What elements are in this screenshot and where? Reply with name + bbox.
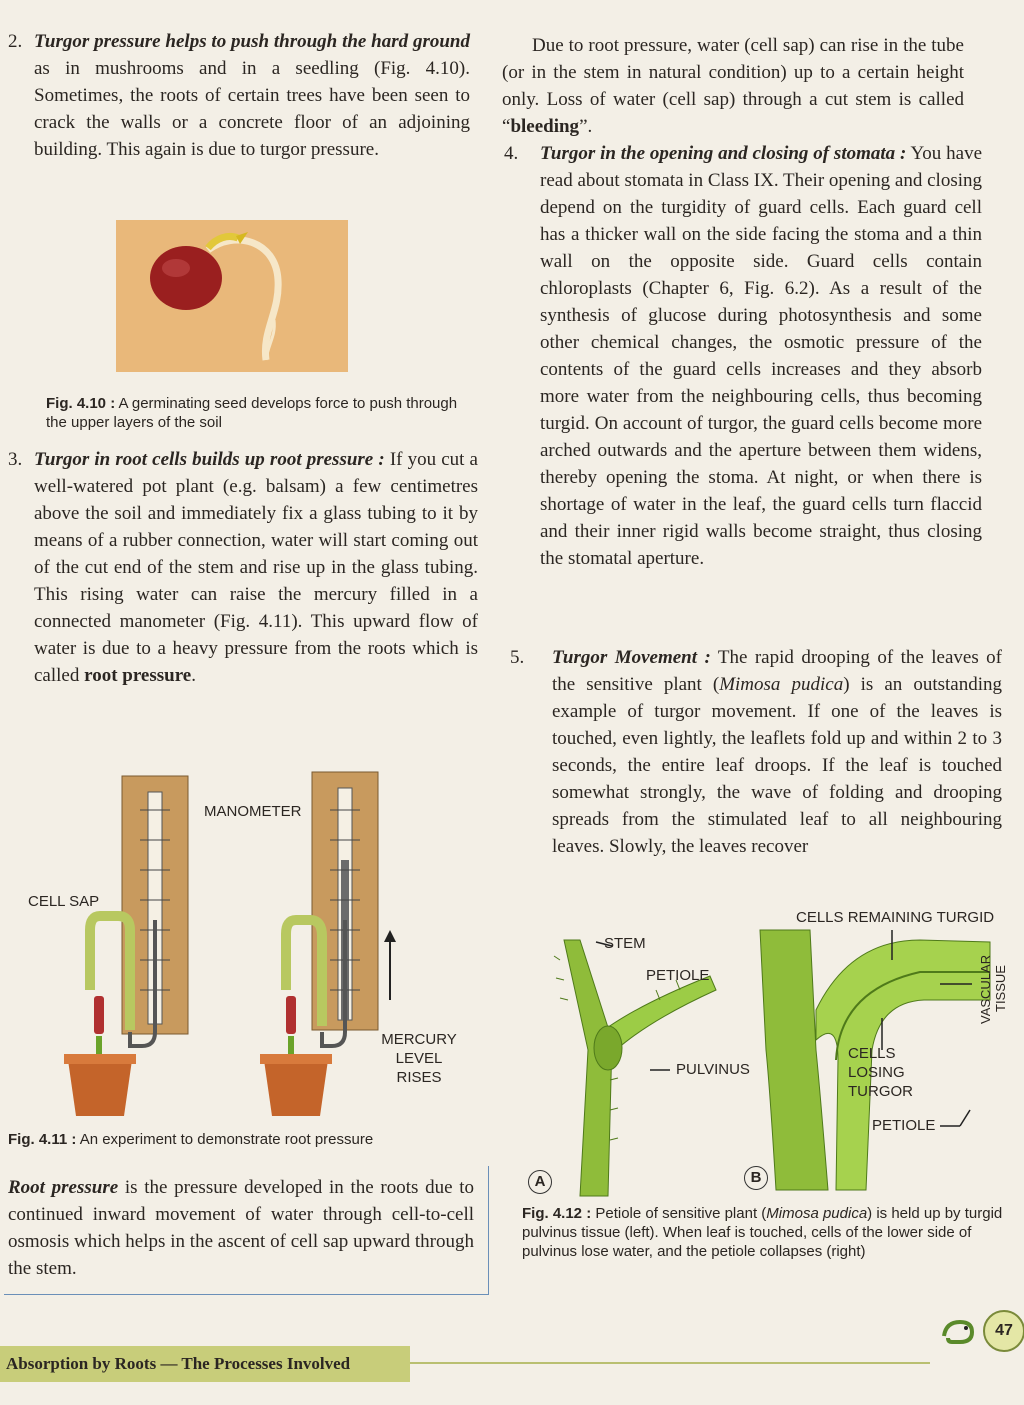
caption-label: Fig. 4.12 : [522, 1205, 592, 1222]
box-term: Root pressure [8, 1177, 119, 1198]
page-number: 47 [983, 1310, 1024, 1352]
intro-end: ”. [579, 116, 593, 137]
label-petiole-a: PETIOLE [646, 967, 710, 984]
caption-a: Petiole of sensitive plant ( [591, 1205, 767, 1222]
label-manometer: MANOMETER [204, 803, 302, 820]
item-heading: Turgor in the opening and closing of stomata : [540, 143, 907, 164]
label-mercury-level: MERCURY LEVEL RISES [381, 1031, 457, 1086]
item-end: . [191, 665, 196, 686]
root-pressure-term: root pressure [84, 665, 192, 686]
marker-b: B [744, 1166, 768, 1190]
item-heading: Turgor in root cells builds up root pressure : [34, 449, 385, 470]
label-cells-losing-turgor: CELLS LOSING TURGOR [848, 1045, 913, 1100]
chapter-footer: Absorption by Roots — The Processes Involved [0, 1346, 410, 1382]
caption-label: Fig. 4.11 : [8, 1131, 77, 1148]
item-text: as in mushrooms and in a seedling (Fig. 4.10). Sometimes, the roots of certain trees have been seen to crack the walls or a concrete floor of an adjoining building. This again is due to turgor pressure. [34, 58, 470, 160]
fig-4-11-manometer-experiment [60, 770, 400, 1122]
item-number: 4. [504, 143, 519, 164]
marker-a: A [528, 1170, 552, 1194]
caption-label: Fig. 4.10 : [46, 395, 116, 412]
item-2 [8, 28, 470, 163]
species-name: Mimosa pudica [719, 674, 844, 695]
label-cells-remaining-turgid: CELLS REMAINING TURGID [796, 909, 995, 926]
intro-text: Due to root pressure, water (cell sap) can rise in the tube (or in the stem in natural condition) up to a certain height only. Loss of water (cell sap) through a cut stem is called “ [502, 35, 964, 137]
label-stem: STEM [604, 935, 646, 952]
item-number: 5. [510, 647, 525, 668]
root-pressure-definition-box [4, 1166, 489, 1295]
fig-4-12-mimosa-pulvinus [520, 920, 1020, 1200]
item-text: You have read about stomata in Class IX. Their opening and closing depend on the turgidity of guard cells. Each guard cell has a thicker wall on the side facing the stoma and a thin wall on the opposite side. Guard cells contain chloroplasts (Chapter 6, Fig. 6.2). As a result of the synthesis of glucose during photosynthesis and some other chemical changes, the osmotic pressure of the contents of the guard cells increases and they absorb more water from the neighbouring cells, thus becoming turgid. On account of turgor, the guard cells become more arched outwards and the aperture between them widens, thereby opening the stoma. At night, or when there is shortage of water in the leaf, the guard cells turn flaccid and their inner rigid walls become straight, thus closing the stomatal aperture. [540, 143, 982, 569]
fig-4-10-caption [46, 394, 466, 432]
item-text: If you cut a well-watered pot plant (e.g. balsam) a few centimetres above the soil and immediately fix a glass tubing to it by means of a rubber connection, water will start coming out of the cut end of the stem and rise up in the glass tubing. This rising water can raise the mercury filled in a connected manometer (Fig. 4.11). This upward flow of water is due to a heavy pressure from the roots which is called [34, 449, 478, 686]
box-text: is the pressure developed in the roots due to continued inward movement of water through cell-to-cell osmosis which helps in the ascent of cell sap upward through the stem. [8, 1177, 474, 1279]
label-vascular-tissue: VASCULAR TISSUE [978, 954, 1008, 1024]
item-5 [510, 644, 1002, 860]
footer-rule [410, 1362, 930, 1364]
caption-b: ) is held up by turgid pulvinus tissue (left). When leaf is touched, cells of the lower side of pulvinus lose water, and the petiole collapses (right) [522, 1205, 1003, 1260]
item-heading: Turgor pressure helps to push through the hard ground [34, 31, 470, 52]
item-3 [8, 446, 478, 689]
fig-4-11-caption [8, 1130, 478, 1149]
item-heading: Turgor Movement : [552, 647, 711, 668]
caption-species: Mimosa pudica [766, 1205, 868, 1222]
item-text-a: The rapid drooping of the leaves of the sensitive plant ( [552, 647, 1002, 695]
item-text-b: ) is an outstanding example of turgor movement. If one of the leaves is touched, even lightly, the leaflets fold up and within 2 to 3 seconds, the entire leaf droops. If the leaf is touched somewhat strongly, the wave of folding and drooping spreads from the stimulated leaf to all neighbouring leaves. Slowly, the leaves recover [552, 674, 1002, 857]
bleeding-term: bleeding [510, 116, 580, 137]
caption-text: A germinating seed develops force to push through the upper layers of the soil [46, 395, 458, 431]
caption-text: An experiment to demonstrate root pressure [76, 1131, 374, 1148]
label-pulvinus: PULVINUS [676, 1061, 750, 1078]
item-number: 3. [8, 449, 23, 470]
item-4 [504, 140, 982, 572]
chameleon-icon [938, 1312, 978, 1352]
fig-4-12-caption [522, 1204, 1022, 1261]
fig-4-10-germinating-seed [116, 220, 348, 372]
label-cell-sap: CELL SAP [28, 893, 100, 910]
label-petiole-b: PETIOLE [872, 1117, 936, 1134]
item-number: 2. [8, 31, 23, 52]
right-intro [502, 32, 964, 140]
